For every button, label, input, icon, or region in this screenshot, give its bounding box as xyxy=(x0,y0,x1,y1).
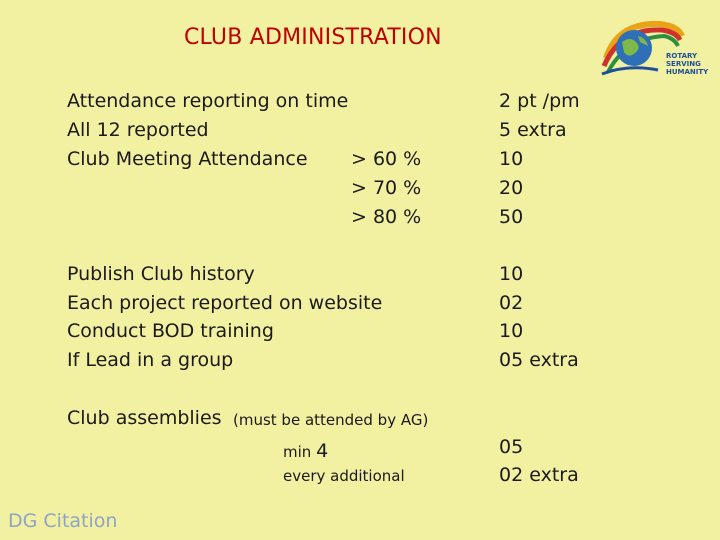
assemblies-min-label: min 4 xyxy=(283,440,329,462)
item-project-website: Each project reported on website xyxy=(67,292,383,314)
points-70: 20 xyxy=(499,177,524,199)
threshold-70: > 70 % xyxy=(351,177,422,199)
threshold-80: > 80 % xyxy=(351,206,422,228)
footer-dg-citation: DG Citation xyxy=(8,510,118,532)
points-additional: 02 extra xyxy=(499,464,579,486)
item-bod-training: Conduct BOD training xyxy=(67,320,274,342)
points-website: 02 xyxy=(499,292,524,314)
points-min4: 05 xyxy=(499,436,524,458)
logo-text: ROTARY SERVING HUMANITY xyxy=(666,52,709,76)
assemblies-every-additional: every additional xyxy=(283,467,405,485)
points-history: 10 xyxy=(499,263,524,285)
points-bod: 10 xyxy=(499,320,524,342)
rotary-logo xyxy=(598,14,709,86)
points-on-time: 2 pt /pm xyxy=(499,90,580,112)
item-lead-group: If Lead in a group xyxy=(67,349,234,371)
points-60: 10 xyxy=(499,148,524,170)
item-club-assemblies: Club assemblies xyxy=(67,407,222,429)
item-publish-history: Publish Club history xyxy=(67,263,255,285)
page-title: CLUB ADMINISTRATION xyxy=(184,25,442,50)
item-club-meeting-attendance: Club Meeting Attendance xyxy=(67,148,308,170)
threshold-60: > 60 % xyxy=(351,148,422,170)
points-lead: 05 extra xyxy=(499,349,579,371)
assemblies-note: (must be attended by AG) xyxy=(233,411,429,429)
item-all-12-reported: All 12 reported xyxy=(67,119,209,141)
points-all-12: 5 extra xyxy=(499,119,567,141)
item-attendance-on-time: Attendance reporting on time xyxy=(67,90,349,112)
points-80: 50 xyxy=(499,206,524,228)
